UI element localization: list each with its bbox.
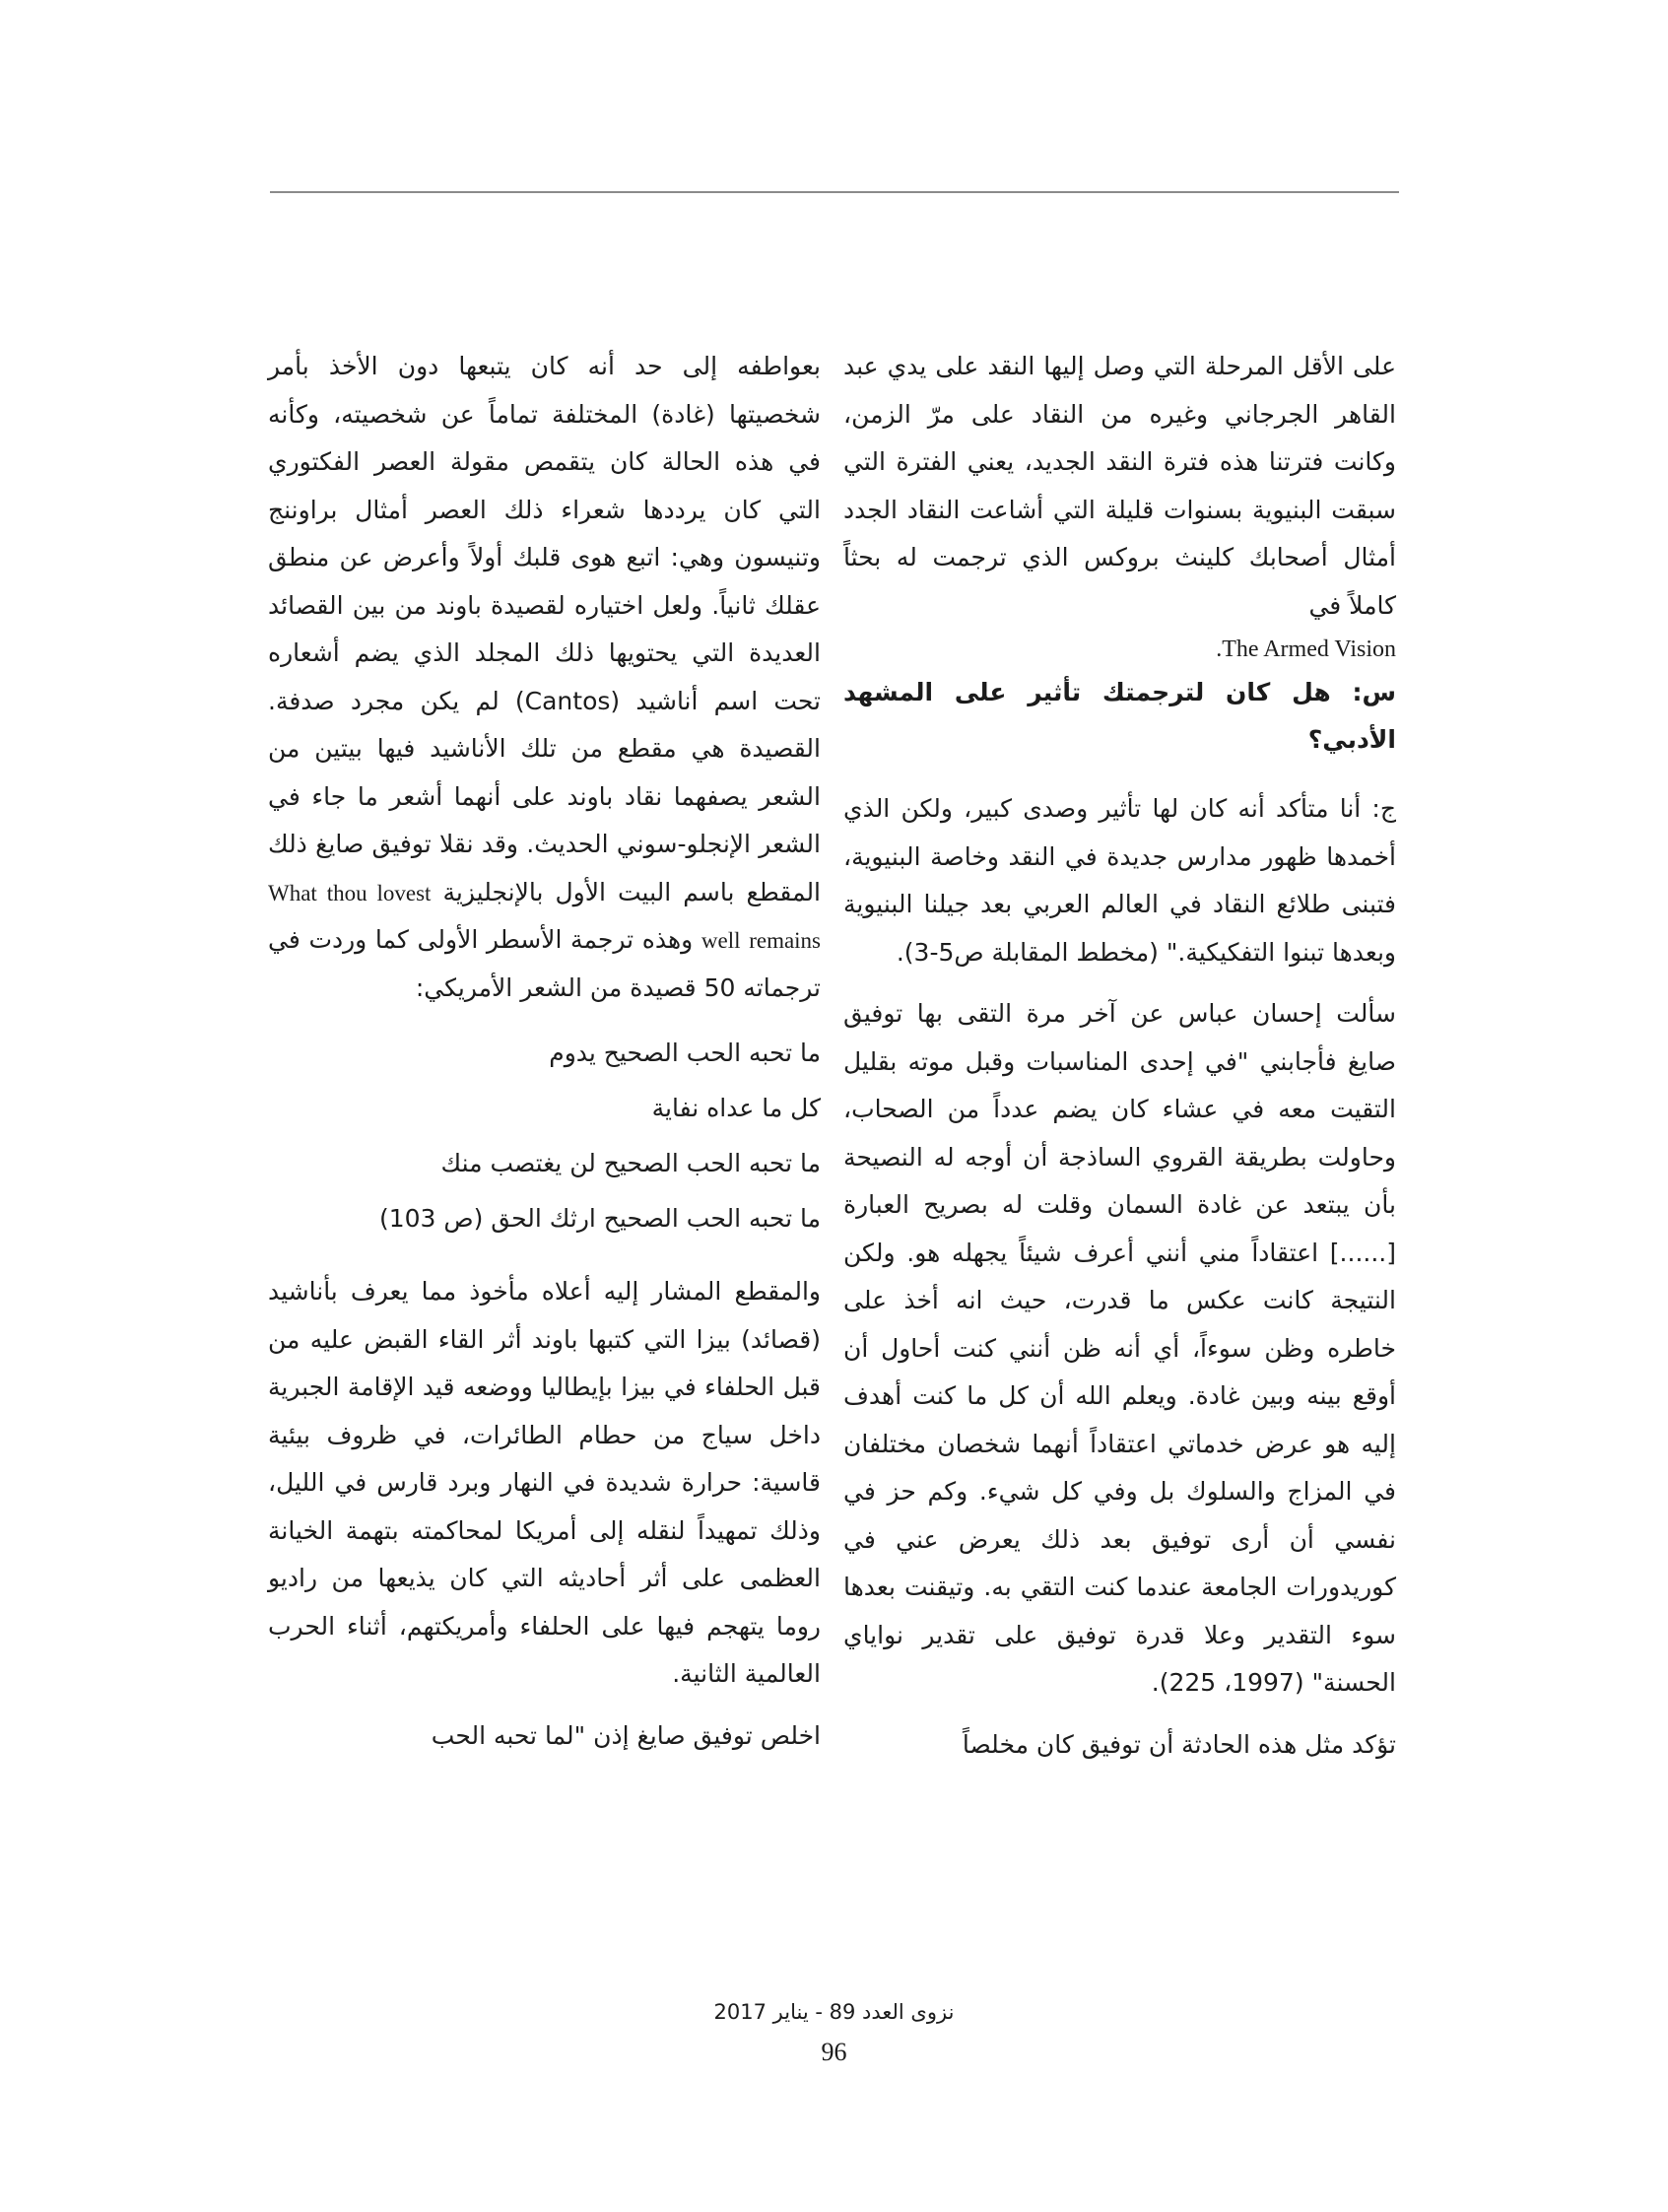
interview-answer: ج: أنا متأكد أنه كان لها تأثير وصدى كبير، ولكن الذي أخمدها ظهور مدارس جديدة في النقد وخاصة البنيوية، فتبنى طلائع النقاد في العالم العربي بعد جيلنا البنيوية وبعدها تبنوا التفكيكية." (مخطط المقابلة ص5-3).	[843, 794, 1396, 967]
left-paragraph-3: اخلص توفيق صايغ إذن "لما تحبه الحب	[431, 1720, 821, 1750]
header-rule	[270, 191, 1399, 193]
left-paragraph-1	[268, 343, 821, 1012]
left-column	[268, 343, 821, 1760]
poem-line: ما تحبه الحب الصحيح لن يغتصب منك	[440, 1149, 821, 1177]
left-paragraph-1-tail: وهذه ترجمة الأسطر الأولى كما وردت في ترجماته 50 قصيدة من الشعر الأمريكي:	[268, 925, 821, 1002]
right-column	[843, 343, 1396, 1769]
poem-title-english-1: What thou lovest well	[268, 880, 741, 953]
poem-line: ما تحبه الحب الصحيح ارثك الحق (ص 103)	[378, 1204, 821, 1233]
left-paragraph-2: والمقطع المشار إليه أعلاه مأخوذ مما يعرف بأناشيد (قصائد) بيزا التي كتبها باوند أثر القاء القبض عليه من قبل الحلفاء في بيزا بإيطاليا ووضعه قيد الإقامة الجبرية داخل سياج من حطام الطائرات، في ظروف بيئية قاسية: حرارة شديدة في النهار وبرد قارس في الليل، وذلك تمهيداً لنقله إلى أمريكا لمحاكمته بتهمة الخيانة العظمى على أثر أحاديثه التي كان يذيعها من راديو روما يتهجم فيها على الحلفاء وأمريكتهم، أثناء الحرب العالمية الثانية.	[268, 1277, 821, 1688]
footer-issue-info: نزوى العدد 89 - يناير 2017	[713, 2000, 955, 2024]
poem-excerpt	[268, 1026, 821, 1246]
left-paragraph-1-text: بعواطفه إلى حد أنه كان يتبعها دون الأخذ بأمر شخصيتها (غادة) المختلفة تماماً عن شخصيته، وكأنه في هذه الحالة كان يتقمص مقولة العصر الفكتوري التي كان يرددها شعراء ذلك العصر أمثال براوننج وتنيسون وهي: اتبع هوى قلبك أولاً وأعرض عن منطق عقلك ثانياً. ولعل اختياره لقصيدة باوند من بين القصائد العديدة التي يحتويها ذلك المجلد الذي يضم أشعاره تحت اسم أناشيد (Cantos) لم يكن مجرد صدفة. القصيدة هي مقطع من تلك الأناشيد فيها بيتين من الشعر يصفهما نقاد باوند على أنهما أشعر ما جاء في الشعر الإنجلو-سوني الحديث. وقد نقلا توفيق صايغ ذلك المقطع باسم البيت الأول بالإنجليزية	[268, 352, 822, 906]
right-paragraph-1: على الأقل المرحلة التي وصل إليها النقد على يدي عبد القاهر الجرجاني وغيره من النقاد على مرّ الزمن، وكانت فترتنا هذه فترة النقد الجديد، يعني الفترة التي سبقت البنيوية بسنوات قليلة التي أشاعت النقاد الجدد أمثال أصحابك كلينث بروكس الذي ترجمت له بحثاً كاملاً في	[843, 352, 1396, 620]
page-number: 96	[821, 2038, 847, 2066]
book-title-english: The Armed Vision.	[1216, 637, 1396, 662]
right-paragraph-3: سألت إحسان عباس عن آخر مرة التقى بها توفيق صايغ فأجابني "في إحدى المناسبات وقبل موته بقليل التقيت معه في عشاء كان يضم عدداً من الصحاب، وحاولت بطريقة القروي الساذجة أن أوجه له النصيحة بأن يبتعد عن غادة السمان وقلت له بصريح العبارة [......] اعتقاداً مني أنني أعرف شيئاً يجهله هو. ولكن النتيجة كانت عكس ما قدرت، حيث انه أخذ على خاطره وظن سوءاً، أي أنه ظن أنني كنت أحاول أن أوقع بينه وبين غادة. ويعلم الله أن كل ما كنت أهدف إليه هو عرض خدماتي اعتقاداً أنهما شخصان مختلفان في المزاج والسلوك بل وفي كل شيء. وكم حز في نفسي أن أرى توفيق بعد ذلك يعرض عني في كوريدورات الجامعة عندما كنت التقي به. وتيقنت بعدها سوء التقدير وعلا قدرة توفيق على تقدير نواياي الحسنة" (1997، 225).	[843, 999, 1396, 1697]
poem-title-english-2: remains	[749, 928, 822, 953]
poem-line: كل ما عداه نفاية	[651, 1094, 821, 1122]
interview-question: س: هل كان لترجمتك تأثير على المشهد الأدبي؟	[843, 678, 1396, 754]
poem-line: ما تحبه الحب الصحيح يدوم	[549, 1039, 821, 1067]
right-paragraph-4: تؤكد مثل هذه الحادثة أن توفيق كان مخلصاً	[962, 1729, 1396, 1759]
